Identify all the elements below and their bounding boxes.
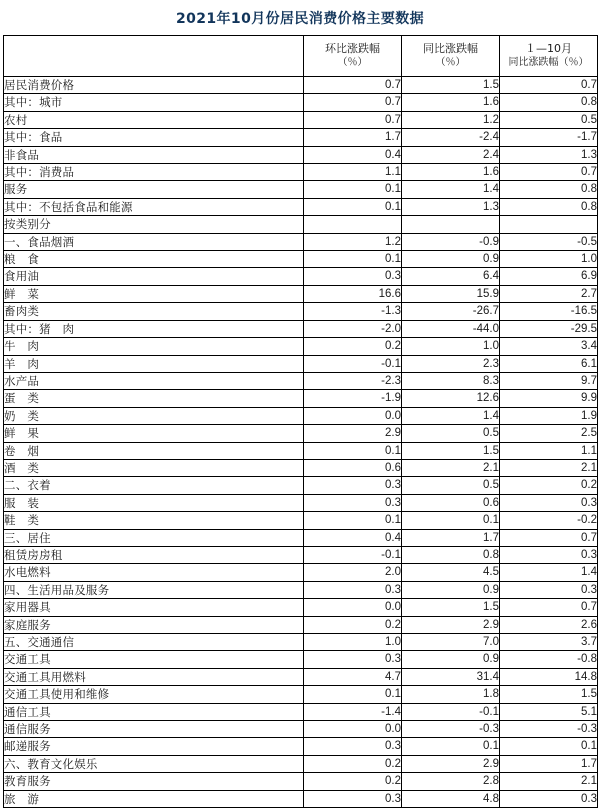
row-label: 居民消费价格 bbox=[4, 77, 304, 94]
row-value-yoy: -44.0 bbox=[402, 320, 500, 337]
row-label: 食用油 bbox=[4, 268, 304, 285]
row-value-mom: 0.2 bbox=[304, 338, 402, 355]
row-label: 粮 食 bbox=[4, 251, 304, 268]
row-value-mom: 2.9 bbox=[304, 425, 402, 442]
row-value-ytd: 9.7 bbox=[500, 372, 598, 389]
row-value-mom: 1.1 bbox=[304, 164, 402, 181]
row-value-ytd: 0.1 bbox=[500, 738, 598, 755]
row-value-yoy: 0.9 bbox=[402, 581, 500, 598]
row-value-yoy: 12.6 bbox=[402, 390, 500, 407]
row-value-mom: 1.7 bbox=[304, 129, 402, 146]
table-row bbox=[4, 216, 598, 233]
column-header-ytd-line1: １—10月 bbox=[525, 42, 572, 55]
row-value-yoy: 6.4 bbox=[402, 268, 500, 285]
row-value-yoy: -0.1 bbox=[402, 703, 500, 720]
row-value-yoy: -26.7 bbox=[402, 303, 500, 320]
row-value-ytd: 2.6 bbox=[500, 616, 598, 633]
row-value-ytd: -16.5 bbox=[500, 303, 598, 320]
table-row bbox=[4, 390, 598, 407]
table-row bbox=[4, 77, 598, 94]
table-row bbox=[4, 94, 598, 111]
row-value-yoy: 0.9 bbox=[402, 651, 500, 668]
row-value-mom: 0.3 bbox=[304, 477, 402, 494]
cpi-data-table bbox=[3, 35, 598, 808]
row-label: 畜肉类 bbox=[4, 303, 304, 320]
row-value-yoy: 2.8 bbox=[402, 773, 500, 790]
page-title: 2021年10月份居民消费价格主要数据 bbox=[175, 11, 425, 27]
table-row bbox=[4, 634, 598, 651]
row-label: 蛋 类 bbox=[4, 390, 304, 407]
row-label: 家用器具 bbox=[4, 599, 304, 616]
row-value-mom: 16.6 bbox=[304, 285, 402, 302]
row-label: 六、教育文化娱乐 bbox=[4, 755, 304, 772]
table-row bbox=[4, 564, 598, 581]
row-value-mom: 0.3 bbox=[304, 651, 402, 668]
row-label: 其中：消费品 bbox=[4, 164, 304, 181]
row-label: 鞋 类 bbox=[4, 512, 304, 529]
row-value-mom: -1.3 bbox=[304, 303, 402, 320]
row-value-mom: 0.7 bbox=[304, 94, 402, 111]
table-row bbox=[4, 477, 598, 494]
row-value-mom bbox=[304, 216, 402, 233]
row-value-ytd: 3.7 bbox=[500, 634, 598, 651]
row-label: 非食品 bbox=[4, 146, 304, 163]
row-value-mom: 0.7 bbox=[304, 77, 402, 94]
row-label: 租赁房房租 bbox=[4, 546, 304, 563]
row-value-ytd: -0.8 bbox=[500, 651, 598, 668]
table-row bbox=[4, 320, 598, 337]
table-row bbox=[4, 111, 598, 128]
row-value-mom: -1.4 bbox=[304, 703, 402, 720]
row-value-yoy: -0.3 bbox=[402, 721, 500, 738]
row-value-ytd: 0.8 bbox=[500, 94, 598, 111]
row-value-ytd: 1.4 bbox=[500, 564, 598, 581]
table-row bbox=[4, 546, 598, 563]
row-value-ytd: 0.8 bbox=[500, 181, 598, 198]
row-label: 按类别分 bbox=[4, 216, 304, 233]
row-value-ytd: 0.5 bbox=[500, 111, 598, 128]
table-row bbox=[4, 407, 598, 424]
table-row bbox=[4, 233, 598, 250]
row-label: 旅 游 bbox=[4, 790, 304, 807]
row-value-yoy: 2.1 bbox=[402, 459, 500, 476]
row-value-yoy: 0.1 bbox=[402, 512, 500, 529]
table-row bbox=[4, 442, 598, 459]
row-label: 三、居住 bbox=[4, 529, 304, 546]
table-row bbox=[4, 599, 598, 616]
row-label: 服 装 bbox=[4, 494, 304, 511]
row-value-ytd: 2.7 bbox=[500, 285, 598, 302]
table-row bbox=[4, 285, 598, 302]
table-row bbox=[4, 181, 598, 198]
table-row bbox=[4, 494, 598, 511]
row-value-yoy: 8.3 bbox=[402, 372, 500, 389]
row-label: 鲜 果 bbox=[4, 425, 304, 442]
row-label: 牛 肉 bbox=[4, 338, 304, 355]
row-value-yoy: 2.4 bbox=[402, 146, 500, 163]
row-value-yoy: 1.6 bbox=[402, 164, 500, 181]
row-label: 其中：食品 bbox=[4, 129, 304, 146]
table-row bbox=[4, 755, 598, 772]
row-value-yoy: 0.5 bbox=[402, 425, 500, 442]
row-value-yoy: 0.6 bbox=[402, 494, 500, 511]
row-value-yoy bbox=[402, 216, 500, 233]
table-row bbox=[4, 459, 598, 476]
row-label: 通信服务 bbox=[4, 721, 304, 738]
column-header-mom-line1: 环比涨跌幅 bbox=[325, 42, 380, 55]
column-header-ytd bbox=[500, 36, 598, 77]
table-row bbox=[4, 268, 598, 285]
table-row bbox=[4, 338, 598, 355]
row-label: 交通工具使用和维修 bbox=[4, 686, 304, 703]
row-value-mom: 2.0 bbox=[304, 564, 402, 581]
row-value-yoy: 31.4 bbox=[402, 668, 500, 685]
row-value-ytd: 5.1 bbox=[500, 703, 598, 720]
row-value-yoy: 0.8 bbox=[402, 546, 500, 563]
row-value-yoy: 15.9 bbox=[402, 285, 500, 302]
row-label: 水产品 bbox=[4, 372, 304, 389]
row-label: 其中：不包括食品和能源 bbox=[4, 198, 304, 215]
row-label: 交通工具 bbox=[4, 651, 304, 668]
row-value-mom: 0.3 bbox=[304, 790, 402, 807]
table-header bbox=[4, 36, 598, 77]
row-value-ytd: -0.2 bbox=[500, 512, 598, 529]
row-label: 鲜 菜 bbox=[4, 285, 304, 302]
row-label: 卷 烟 bbox=[4, 442, 304, 459]
row-value-yoy: -0.9 bbox=[402, 233, 500, 250]
row-value-ytd bbox=[500, 216, 598, 233]
table-row bbox=[4, 146, 598, 163]
row-value-yoy: 4.5 bbox=[402, 564, 500, 581]
row-label: 服务 bbox=[4, 181, 304, 198]
row-value-mom: 0.1 bbox=[304, 512, 402, 529]
row-value-yoy: 2.9 bbox=[402, 755, 500, 772]
row-value-ytd: 0.3 bbox=[500, 494, 598, 511]
row-label: 教育服务 bbox=[4, 773, 304, 790]
column-header-mom bbox=[304, 36, 402, 77]
row-value-yoy: 1.8 bbox=[402, 686, 500, 703]
row-label: 二、衣着 bbox=[4, 477, 304, 494]
table-row bbox=[4, 164, 598, 181]
table-header-row bbox=[4, 36, 598, 77]
row-label: 交通工具用燃料 bbox=[4, 668, 304, 685]
row-value-mom: 0.1 bbox=[304, 181, 402, 198]
row-value-yoy: 1.7 bbox=[402, 529, 500, 546]
column-header-ytd-line2: 同比涨跌幅（％） bbox=[508, 57, 589, 68]
row-value-mom: 0.4 bbox=[304, 146, 402, 163]
table-row bbox=[4, 773, 598, 790]
row-value-ytd: 1.1 bbox=[500, 442, 598, 459]
row-label: 其中：城市 bbox=[4, 94, 304, 111]
row-label: 邮递服务 bbox=[4, 738, 304, 755]
row-value-ytd: 0.7 bbox=[500, 164, 598, 181]
table-row bbox=[4, 512, 598, 529]
row-value-yoy: 2.3 bbox=[402, 355, 500, 372]
row-value-mom: 0.7 bbox=[304, 111, 402, 128]
table-row bbox=[4, 790, 598, 807]
table-row bbox=[4, 581, 598, 598]
row-label: 五、交通通信 bbox=[4, 634, 304, 651]
table-body bbox=[4, 77, 598, 808]
row-value-mom: 0.3 bbox=[304, 494, 402, 511]
row-value-mom: 0.3 bbox=[304, 581, 402, 598]
row-value-yoy: 1.4 bbox=[402, 181, 500, 198]
table-row bbox=[4, 355, 598, 372]
table-row bbox=[4, 738, 598, 755]
row-label: 奶 类 bbox=[4, 407, 304, 424]
row-value-yoy: 1.5 bbox=[402, 599, 500, 616]
row-value-mom: -0.1 bbox=[304, 355, 402, 372]
row-label: 水电燃料 bbox=[4, 564, 304, 581]
row-value-yoy: 1.3 bbox=[402, 198, 500, 215]
row-value-yoy: 1.4 bbox=[402, 407, 500, 424]
table-row bbox=[4, 529, 598, 546]
row-value-ytd: 0.3 bbox=[500, 581, 598, 598]
row-value-yoy: 1.0 bbox=[402, 338, 500, 355]
row-value-ytd: 6.1 bbox=[500, 355, 598, 372]
row-value-ytd: 1.3 bbox=[500, 146, 598, 163]
row-value-mom: 4.7 bbox=[304, 668, 402, 685]
row-value-mom: 0.2 bbox=[304, 773, 402, 790]
row-value-mom: 0.3 bbox=[304, 738, 402, 755]
row-value-ytd: 2.1 bbox=[500, 459, 598, 476]
row-label: 家庭服务 bbox=[4, 616, 304, 633]
column-header-category bbox=[4, 36, 304, 77]
row-value-ytd: -29.5 bbox=[500, 320, 598, 337]
row-value-ytd: 2.1 bbox=[500, 773, 598, 790]
row-value-mom: 0.1 bbox=[304, 686, 402, 703]
row-value-ytd: 3.4 bbox=[500, 338, 598, 355]
column-header-yoy-line1: 同比涨跌幅 bbox=[423, 42, 478, 55]
row-value-mom: 0.6 bbox=[304, 459, 402, 476]
row-value-mom: 0.0 bbox=[304, 407, 402, 424]
table-row bbox=[4, 651, 598, 668]
row-value-mom: 1.2 bbox=[304, 233, 402, 250]
row-value-mom: 0.3 bbox=[304, 268, 402, 285]
row-value-ytd: -1.7 bbox=[500, 129, 598, 146]
table-row bbox=[4, 303, 598, 320]
table-row bbox=[4, 616, 598, 633]
table-row bbox=[4, 425, 598, 442]
row-value-yoy: 0.1 bbox=[402, 738, 500, 755]
row-value-yoy: 1.5 bbox=[402, 77, 500, 94]
row-value-mom: 0.0 bbox=[304, 599, 402, 616]
row-label: 通信工具 bbox=[4, 703, 304, 720]
row-value-yoy: 0.9 bbox=[402, 251, 500, 268]
row-label: 一、食品烟酒 bbox=[4, 233, 304, 250]
row-label: 其中：猪 肉 bbox=[4, 320, 304, 337]
row-value-ytd: 9.9 bbox=[500, 390, 598, 407]
column-header-yoy bbox=[402, 36, 500, 77]
row-label: 农村 bbox=[4, 111, 304, 128]
row-value-mom: 0.1 bbox=[304, 198, 402, 215]
row-label: 酒 类 bbox=[4, 459, 304, 476]
row-value-ytd: 0.7 bbox=[500, 599, 598, 616]
row-value-mom: -2.0 bbox=[304, 320, 402, 337]
row-value-ytd: 1.9 bbox=[500, 407, 598, 424]
row-value-ytd: 0.7 bbox=[500, 77, 598, 94]
row-value-ytd: 1.0 bbox=[500, 251, 598, 268]
table-row bbox=[4, 703, 598, 720]
row-value-yoy: 1.2 bbox=[402, 111, 500, 128]
row-value-mom: 0.2 bbox=[304, 755, 402, 772]
row-value-yoy: 7.0 bbox=[402, 634, 500, 651]
row-value-mom: 0.2 bbox=[304, 616, 402, 633]
row-value-ytd: 2.5 bbox=[500, 425, 598, 442]
row-value-ytd: 0.2 bbox=[500, 477, 598, 494]
row-value-ytd: 0.3 bbox=[500, 546, 598, 563]
row-value-ytd: 6.9 bbox=[500, 268, 598, 285]
row-value-ytd: 1.5 bbox=[500, 686, 598, 703]
column-header-yoy-line2: （％） bbox=[435, 57, 466, 68]
table-row bbox=[4, 668, 598, 685]
row-value-ytd: -0.3 bbox=[500, 721, 598, 738]
table-row bbox=[4, 198, 598, 215]
row-value-mom: 1.0 bbox=[304, 634, 402, 651]
row-value-yoy: 1.5 bbox=[402, 442, 500, 459]
table-row bbox=[4, 129, 598, 146]
row-value-mom: -2.3 bbox=[304, 372, 402, 389]
table-row bbox=[4, 251, 598, 268]
row-value-ytd: 1.7 bbox=[500, 755, 598, 772]
row-value-mom: -1.9 bbox=[304, 390, 402, 407]
row-value-yoy: 2.9 bbox=[402, 616, 500, 633]
table-row bbox=[4, 686, 598, 703]
row-value-ytd: -0.5 bbox=[500, 233, 598, 250]
row-value-yoy: 1.6 bbox=[402, 94, 500, 111]
row-value-mom: 0.4 bbox=[304, 529, 402, 546]
row-value-ytd: 0.3 bbox=[500, 790, 598, 807]
column-header-mom-line2: （％） bbox=[337, 57, 368, 68]
row-value-mom: 0.1 bbox=[304, 251, 402, 268]
row-value-yoy: -2.4 bbox=[402, 129, 500, 146]
row-value-yoy: 0.5 bbox=[402, 477, 500, 494]
row-value-mom: 0.1 bbox=[304, 442, 402, 459]
row-value-ytd: 14.8 bbox=[500, 668, 598, 685]
row-value-yoy: 4.8 bbox=[402, 790, 500, 807]
row-value-ytd: 0.7 bbox=[500, 529, 598, 546]
row-value-ytd: 0.8 bbox=[500, 198, 598, 215]
table-row bbox=[4, 721, 598, 738]
row-value-mom: 0.0 bbox=[304, 721, 402, 738]
row-value-mom: -0.1 bbox=[304, 546, 402, 563]
table-row bbox=[4, 372, 598, 389]
row-label: 羊 肉 bbox=[4, 355, 304, 372]
row-label: 四、生活用品及服务 bbox=[4, 581, 304, 598]
